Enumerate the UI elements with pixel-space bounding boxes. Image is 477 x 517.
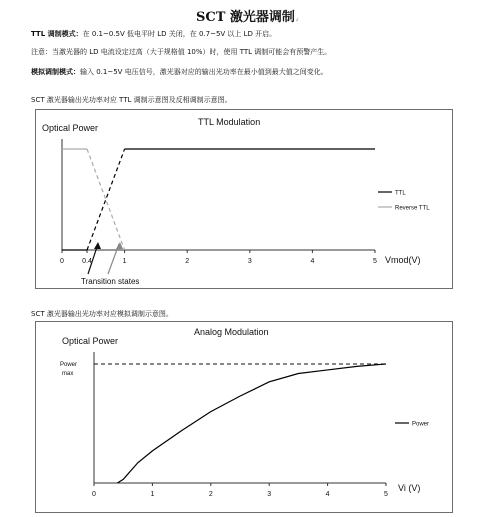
analog-modulation-chart (36, 322, 452, 512)
title-text: SCT 激光器调制 (196, 10, 295, 25)
x-tick-label: 0 (92, 491, 96, 498)
caption-ttl-chart: SCT 激光器输出光功率对应 TTL 调制示意图及反相调制示意图。 (31, 96, 232, 104)
chart-title: TTL Modulation (198, 117, 261, 127)
legend-label: TTL (395, 190, 406, 197)
paragraph-label: TTL 调制模式： (31, 30, 83, 38)
y-tick-label-line2: max (62, 371, 74, 377)
x-tick-label: 1 (122, 258, 127, 265)
annotation-arrowhead-left (94, 242, 101, 249)
y-axis-label: Optical Power (62, 336, 119, 346)
x-axis-label: Vi (V) (398, 483, 421, 493)
x-tick-label: 0.4 (82, 258, 92, 265)
legend-label: Power (412, 421, 430, 428)
paragraph-label: 模拟调制模式： (31, 68, 80, 76)
x-tick-label: 2 (185, 258, 190, 265)
x-tick-label: 4 (310, 258, 315, 265)
paragraph-note (31, 48, 331, 57)
series-line-power (117, 364, 386, 483)
analog-chart-frame (35, 321, 453, 513)
paragraph-analog-mode (31, 68, 328, 77)
paragraph-text: 在 0.1~0.5V 低电平时 LD 关闭，在 0.7~5V 以上 LD 开启。 (82, 30, 277, 38)
ttl-chart-frame (35, 109, 453, 289)
x-tick-label: 1 (150, 491, 155, 498)
y-axis-label: Optical Power (42, 123, 99, 133)
document-title: SCT 激光器调制↲ (196, 10, 300, 25)
paragraph-ttl-mode (31, 30, 276, 39)
x-tick-label: 0 (60, 258, 64, 265)
paragraph-text: 输入 0.1~5V 电压信号，激光器对应的输出光功率在最小值到最大值之间变化。 (80, 68, 328, 76)
x-tick-label: 2 (208, 491, 213, 498)
paragraph-text: 当激光器的 LD 电流设定过高（大于规格值 10%）时，使用 TTL 调制可能会有预警产生。 (52, 48, 332, 56)
x-tick-label: 4 (325, 491, 330, 498)
x-tick-label: 5 (373, 258, 377, 265)
x-tick-label: 3 (267, 491, 272, 498)
x-tick-label: 3 (247, 258, 252, 265)
chart-title: Analog Modulation (194, 327, 269, 337)
paragraph-label: 注意： (31, 48, 52, 56)
x-tick-label: 5 (384, 491, 388, 498)
ttl-modulation-chart (36, 110, 452, 288)
y-tick-label: Power (60, 362, 78, 368)
caption-analog-chart: SCT 激光器输出光功率对应模拟调制示意图。 (31, 310, 173, 318)
x-axis-label: Vmod(V) (385, 255, 421, 265)
legend-label: Reverse TTL (395, 205, 430, 212)
annotation-text: Transition states (81, 277, 140, 286)
